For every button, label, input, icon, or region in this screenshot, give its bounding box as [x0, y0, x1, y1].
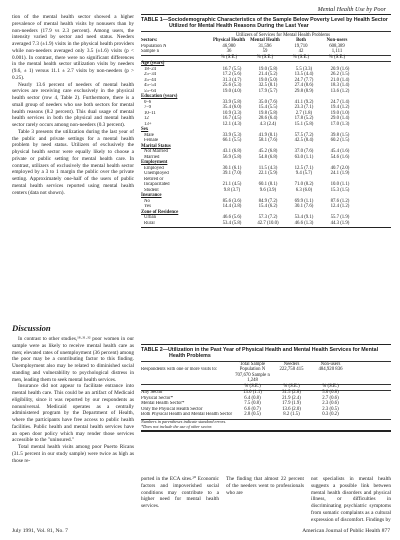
- row-label: 18–24: [144, 66, 156, 72]
- row-label: Student: [144, 187, 159, 193]
- table-cell: 13.6 (2.0): [282, 406, 301, 412]
- table-cell: 17.2 (5.6): [222, 72, 242, 78]
- table-row: [141, 49, 391, 55]
- table-row: [141, 55, 391, 61]
- table-cell: 57.5 (7.2): [294, 132, 314, 138]
- table-cell: 2.7 (1.8): [295, 110, 313, 116]
- row-label: Married: [144, 154, 160, 160]
- table-section-heading: Age (years): [141, 61, 165, 67]
- row-label: Urban: [144, 215, 156, 221]
- table-cell: 16.7 (5.5): [222, 66, 242, 72]
- table-cell: Total Sample: [239, 361, 266, 367]
- table-cell: 35.0 (7.6): [258, 99, 278, 105]
- row-label: Unemployed: [144, 171, 169, 177]
- table-cell: 53.4 (9.1): [294, 215, 314, 221]
- table-cell: 39.1 (7.0): [222, 171, 242, 177]
- table-cell: 19.4 (1.2): [330, 105, 350, 111]
- table-cell: 14.4 (3.8): [222, 204, 242, 210]
- table-cell: 26.2 (1.5): [330, 72, 350, 78]
- table-cell: Population N 707,670 Sample n 1,248: [235, 367, 270, 384]
- table-cell: 6.3 (6.0): [295, 187, 313, 193]
- table-cell: 69.9 (1.1): [294, 198, 314, 204]
- table-cell: 7.5 (0.8): [244, 401, 261, 407]
- row-label: Any Sector: [141, 390, 163, 396]
- table-cell: Physical Health: [212, 38, 246, 44]
- table-cell: 4.3 (2.4): [259, 121, 277, 127]
- table-row: [141, 367, 391, 384]
- table-cell: 19.0 (5.0): [258, 77, 278, 83]
- table-cell: 24.1 (1.9): [330, 171, 350, 177]
- row-label: Female: [144, 138, 159, 144]
- row-label: 7–9: [144, 105, 152, 111]
- left-column-text: [12, 14, 134, 196]
- table-row: [141, 89, 391, 95]
- row-label: 35–44: [144, 77, 156, 83]
- row-label: No: [144, 198, 150, 204]
- table-cell: 59: [262, 49, 268, 55]
- table-2: [141, 344, 391, 432]
- table-cell: 42: [298, 49, 304, 55]
- table-cell: 56.9 (5.8): [222, 154, 242, 160]
- row-label: Not Married: [144, 149, 168, 155]
- table-cell: 10.0 (1.1): [330, 182, 350, 188]
- table-2-footnote: *Does not include the use of other sector.: [141, 424, 213, 430]
- table-2-title: TABLE 2—Utilization in the Past Year of Physical Health and Mental Health Services for Mental Health Problems: [141, 347, 379, 360]
- table-cell: 12.1 (4.3): [222, 121, 242, 127]
- table-cell: 30.1 (6.1): [222, 165, 242, 171]
- table-cell: 17.8 (5.2): [294, 116, 314, 122]
- table-cell: 46.6 (5.6): [222, 215, 242, 221]
- table-row: [141, 138, 391, 144]
- bottom-column-1: ported in the ECA sites.²⁰ Economic factors and impoverished social conditions may contribute to a higher need for mental health services.: [141, 476, 219, 509]
- table-cell: 12.5 (7.1): [294, 165, 314, 171]
- table-cell: 33.9 (5.8): [222, 99, 242, 105]
- table-cell: 45.4 (1.6): [330, 149, 350, 155]
- table-cell: 45.2 (6.8): [258, 149, 278, 155]
- table-cell: 21.0 (1.4): [330, 77, 350, 83]
- table-cell: 25.6 (5.3): [222, 83, 242, 89]
- table-cell: % (S.E.): [256, 55, 274, 61]
- row-label: Rural: [144, 220, 155, 226]
- table-cell: 9.4 (5.7): [295, 171, 313, 177]
- table-cell: 484,920 836: [318, 367, 343, 373]
- table-cell: 53.4 (5.8): [222, 220, 242, 226]
- table-cell: 66.1 (5.5): [222, 138, 242, 144]
- row-label: 45–54: [144, 83, 156, 89]
- table-cell: % (S.E.): [283, 384, 300, 390]
- table-cell: 9.6 (3.9): [259, 187, 277, 193]
- row-label: 12: [144, 116, 149, 122]
- table-cell: 0.3 (0.2): [322, 412, 339, 418]
- discussion-heading: Discussion: [12, 323, 51, 333]
- row-label: Incapacitated: [144, 182, 170, 188]
- table-cell: 21.1 (4.5): [222, 182, 242, 188]
- row-label: Only the Physical Health Sector: [141, 406, 203, 412]
- row-label: Respondents with one or more visits to:: [141, 367, 218, 373]
- table-cell: 31.5 (2.8): [282, 390, 301, 396]
- table-cell: 2.3 (0.5): [322, 406, 339, 412]
- table-cell: 37.0 (7.6): [294, 149, 314, 155]
- table-1: [141, 14, 391, 228]
- table-cell: % (S.E.): [322, 384, 339, 390]
- row-label: Both Physical Health and Mental Health Sector: [141, 412, 233, 418]
- table-section-heading: Insurance: [141, 193, 162, 199]
- table-cell: 2.3 (0.6): [322, 401, 339, 407]
- table-cell: 33.9 (5.3): [222, 132, 242, 138]
- row-label: Mental Health Sector*: [141, 401, 185, 407]
- footer-journal: American Journal of Public Health 877: [302, 528, 390, 534]
- table-cell: 28.6 (6.4): [258, 116, 278, 122]
- table-section-heading: Zone of Residence: [141, 209, 179, 215]
- table-cell: % (S.E.): [328, 55, 346, 61]
- table-cell: 8.2 (1.5): [283, 412, 300, 418]
- table-cell: 19.0 (1.0): [330, 110, 350, 116]
- table-section-heading: Sex: [141, 127, 149, 133]
- table-cell: 55.7 (1.9): [330, 215, 350, 221]
- table-2-footnote: Numbers in parentheses indicate standard errors.: [141, 419, 227, 425]
- table-cell: 40.7 (2.0): [330, 165, 350, 171]
- table-section-heading: Education (years): [141, 94, 178, 100]
- table-cell: 54.6 (1.6): [330, 154, 350, 160]
- row-label: 13+: [144, 121, 152, 127]
- row-label: Male: [144, 132, 154, 138]
- table-cell: 24.7 (7.7): [294, 77, 314, 83]
- bottom-column-3: not specialists in mental health suggests a possible link between mental health disorders and physical illness, or difficulties in discriminating psychiatric symptoms from somatic complaints as a cultural expression of discomfort. Findings by: [311, 476, 391, 523]
- table-cell: 35.4 (6.0): [222, 105, 242, 111]
- table-cell: 85.6 (3.6): [222, 198, 242, 204]
- table-cell: 39.8 (1.5): [330, 132, 350, 138]
- table-cell: 54.8 (6.8): [258, 154, 278, 160]
- table-cell: 20.9 (1.6): [330, 66, 350, 72]
- table-cell: Needers: [283, 361, 300, 367]
- table-cell: 42.7 (10.0): [257, 220, 279, 226]
- paragraph: Total mental health visits among poor Puerto Ricans (31.5 percent in our study sample) were twice as high as those re-: [12, 444, 134, 464]
- table-cell: 19.0 (5.8): [258, 66, 278, 72]
- row-label: Physical Sector*: [141, 395, 174, 401]
- table-cell: 31.3 (4.7): [222, 77, 242, 83]
- table-cell: 2.8 (0.5): [244, 412, 261, 418]
- table-cell: 31,596: [258, 43, 272, 49]
- table-cell: 21.9 (2.4): [282, 395, 301, 401]
- table-cell: 27.4 (8.6): [294, 83, 314, 89]
- row-label: [141, 384, 233, 390]
- table-row: [141, 188, 391, 194]
- table-cell: 6.6 (0.7): [244, 406, 261, 412]
- row-label: Population N: [141, 43, 167, 49]
- table-cell: 15.1 (5.8): [294, 121, 314, 127]
- table-cell: 29.8 (8.9): [294, 88, 314, 94]
- table-section-heading: Marital Status: [141, 143, 171, 149]
- row-label: 10–11: [144, 110, 156, 116]
- table-cell: 16.7 (4.5): [222, 116, 242, 122]
- table-cell: 46.6 (1.3): [294, 220, 314, 226]
- table-1-spanner: Utilizers of Services for Mental Health Problems: [235, 32, 331, 38]
- table-cell: 21.4 (5.2): [258, 72, 278, 78]
- table-cell: 13.0 (1.1): [243, 390, 262, 396]
- table-row: [141, 122, 391, 128]
- paragraph: In contrast to other studies,¹⁸·³¹·³² poor women in our sample were as likely to receive mental health care as men; elevated rates of unemployment (36 percent) among the poor may be a contributing factor to this finding. Unemployment also may be related to diminished social standing and vulnerability to psychological distress in men, leading them to seek mental health services.: [12, 336, 134, 383]
- table-1-title: TABLE 1—Sociodemographic Characteristics of the Sample Below Poverty Level by Health Sector Utilized for Mental Health Reasons During the Last Year: [141, 17, 388, 30]
- table-cell: % (S.E.): [220, 55, 238, 61]
- table-cell: Both: [296, 38, 306, 44]
- table-cell: 19.8 (5.8): [258, 110, 278, 116]
- row-label: 0–6: [144, 99, 152, 105]
- row-label: Sample n: [141, 49, 159, 55]
- table-cell: 5.0 (0.8): [322, 390, 339, 396]
- table-cell: 60.2 (1.5): [330, 138, 350, 144]
- table-cell: 60.1 (8.1): [258, 182, 278, 188]
- table-cell: 32.5 (8.1): [258, 83, 278, 89]
- table-cell: 63.0 (1.1): [294, 154, 314, 160]
- table-cell: 6.4 (0.8): [244, 395, 261, 401]
- table-cell: 36: [226, 49, 232, 55]
- table-cell: 18.3 (1.4): [330, 83, 350, 89]
- table-cell: 57.3 (7.2): [258, 215, 278, 221]
- table-section-heading: Employment: [141, 160, 168, 166]
- paragraph: Table 3 presents the utilization during the last year of the public and private settings for a mental health problem by need status. Utilizers of exclusively the physical health sector were equally likely to choose a private or public setting for mental health care. In contrast, utilizers of exclusively the mental health sector employed by a 3 to 1 margin the public over the private setting. Approximately one-half of the users of public mental health services reported using mental health centers (data not shown).: [12, 128, 134, 196]
- row-label: Employed: [144, 165, 164, 171]
- discussion-text: [12, 336, 134, 464]
- table-cell: 222,750 415: [279, 367, 304, 373]
- table-cell: 5.5 (3.3): [295, 66, 313, 72]
- row-label: Retired or: [144, 176, 164, 182]
- table-cell: 58.1 (7.6): [258, 138, 278, 144]
- paragraph: Insurance did not appear to facilitate entrance into mental health care. This could be an artifact of Medicaid eligibility, since it was reported by our respondents as nonuniversal. Medicaid operates as a centrally administered program by the Department of Health, where the participants have free access to public health facilities. Public health and mental health services have an open door policy which may render those services accessible to the "uninsured.": [12, 383, 134, 444]
- table-cell: % (S.E.): [244, 384, 261, 390]
- table-cell: 13.5 (4.4): [294, 72, 314, 78]
- table-cell: 17.9 (5.7): [258, 88, 278, 94]
- table-cell: 41.9 (8.1): [258, 132, 278, 138]
- table-cell: 41.1 (9.2): [294, 99, 314, 105]
- table-cell: 10.9 (3.3): [222, 110, 242, 116]
- table-cell: 84.9 (7.2): [258, 198, 278, 204]
- table-cell: 22.1 (5.9): [258, 171, 278, 177]
- table-cell: 11.5 (4.3): [258, 165, 278, 171]
- table-cell: 44.3 (1.9): [330, 220, 350, 226]
- table-cell: Mental Health: [250, 38, 280, 44]
- table-cell: 46,980: [222, 43, 236, 49]
- table-cell: 15.3 (1.5): [330, 187, 350, 193]
- table-row: [141, 155, 391, 161]
- table-cell: Non-users: [326, 38, 348, 44]
- table-cell: 17.0 (1.3): [330, 121, 350, 127]
- bottom-column-2: The finding that almost 22 percent of the needers went to professionals who are: [226, 476, 304, 496]
- row-label: [141, 55, 211, 61]
- table-cell: 17.9 (1.9): [282, 401, 301, 407]
- table-cell: 13.6 (1.2): [330, 88, 350, 94]
- table-row: [141, 412, 391, 418]
- table-cell: Non-users: [320, 361, 341, 367]
- table-cell: 15.4 (6.2): [258, 204, 278, 210]
- table-cell: 42.5 (8.4): [294, 138, 314, 144]
- table-cell: 87.6 (1.2): [330, 198, 350, 204]
- table-cell: 30.1 (7.6): [294, 204, 314, 210]
- table-cell: 19.0 (4.0): [222, 88, 242, 94]
- running-head: Mental Health Use by Poor: [317, 6, 386, 13]
- table-cell: 24.7 (1.4): [330, 99, 350, 105]
- table-cell: 2.7 (0.6): [322, 395, 339, 401]
- footer-issue: July 1991, Vol. 81, No. 7: [12, 528, 68, 534]
- table-cell: 15.4 (5.5): [258, 105, 278, 111]
- table-cell: 12.4 (1.2): [330, 204, 350, 210]
- row-label: 55–64: [144, 88, 156, 94]
- paragraph: tion of the mental health sector showed a higher prevalence of mental health visits by nonusers than by non-needers (17.9 vs 2.3 percent). Among users, the intensity varied by sector and need status. Needers averaged 7.3 (±1.9) visits in the physical health providers while non-needers averaged only 3.5 (±1.6) visits (p < 0.001). In contrast, there were no significant differences in the mental health sector utilization visits by needers (9.6, ± 1) versus 11.1 ± 2.7 visits by non-needers (p > 0.25).: [12, 14, 134, 81]
- table-cell: 1,111: [331, 49, 343, 55]
- table-cell: 608,389: [329, 43, 345, 49]
- row-label: Yes: [144, 204, 151, 210]
- table-cell: 19,710: [294, 43, 308, 49]
- table-cell: 71.0 (8.2): [294, 182, 314, 188]
- table-cell: % (S.E.): [292, 55, 310, 61]
- paragraph: Nearly 13.6 percent of needers of mental health services are receiving care exclusively in the physical health sector (row 4, Table 2). Furthermore, there is a small group of needers who use both sectors for mental health reasons (8.2 percent). This dual usage of mental health services in both the physical and mental health sector rarely occurs among non-needers (0.3 percent).: [12, 81, 134, 128]
- table-cell: 9.8 (3.7): [223, 187, 241, 193]
- row-label: Sectors:: [141, 38, 158, 44]
- table-row: [141, 204, 391, 210]
- row-label: 25–34: [144, 72, 156, 78]
- table-cell: 43.1 (6.8): [222, 149, 242, 155]
- table-cell: 23.3 (7.1): [294, 105, 314, 111]
- table-cell: 29.0 (1.4): [330, 116, 350, 122]
- table-row: [141, 221, 391, 227]
